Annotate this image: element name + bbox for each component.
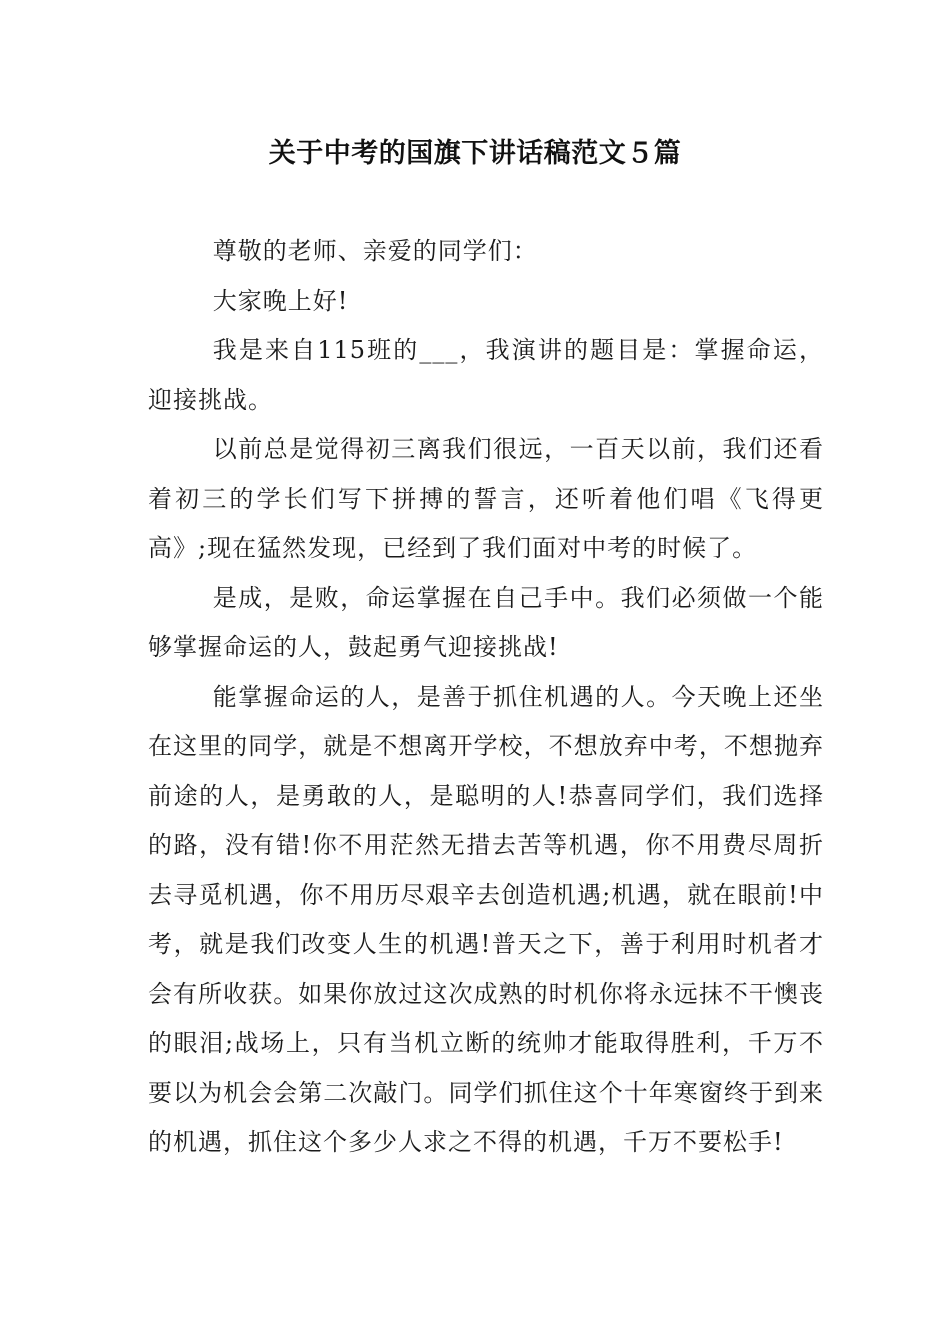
- body-paragraph: 是成，是败，命运掌握在自己手中。我们必须做一个能够掌握命运的人，鼓起勇气迎接挑战!: [148, 583, 824, 661]
- greeting-paragraph: 大家晚上好!: [212, 286, 349, 315]
- document-body: [148, 227, 824, 1168]
- salutation-paragraph: 尊敬的老师、亲爱的同学们：: [212, 237, 538, 265]
- body-paragraph: 以前总是觉得初三离我们很远，一百天以前，我们还看着初三的学长们写下拼搏的誓言，还听着他们唱《飞得更高》;现在猛然发现，已经到了我们面对中考的时候了。: [148, 435, 824, 562]
- document-title: 关于中考的国旗下讲话稿范文５篇: [268, 138, 682, 169]
- body-paragraph: 能掌握命运的人，是善于抓住机遇的人。今天晚上还坐在这里的同学，就是不想离开学校，不想放弃中考，不想抛弃前途的人，是勇敢的人，是聪明的人!恭喜同学们，我们选择的路，没有错!你不用茫然无措去苦等机遇，你不用费尽周折去寻觅机遇，你不用历尽艰辛去创造机遇;机遇，就在眼前!中考，就是我们改变人生的机遇!普天之下，善于利用时机者才会有所收获。如果你放过这次成熟的时机你将永远抹不干懊丧的眼泪;战场上，只有当机立断的统帅才能取得胜利，千万不要以为机会会第二次敲门。同学们抓住这个十年寒窗终于到来的机遇，抓住这个多少人求之不得的机遇，千万不要松手!: [148, 682, 824, 1156]
- introduction-paragraph: 我是来自115班的___，我演讲的题目是：掌握命运，迎接挑战。: [148, 336, 824, 414]
